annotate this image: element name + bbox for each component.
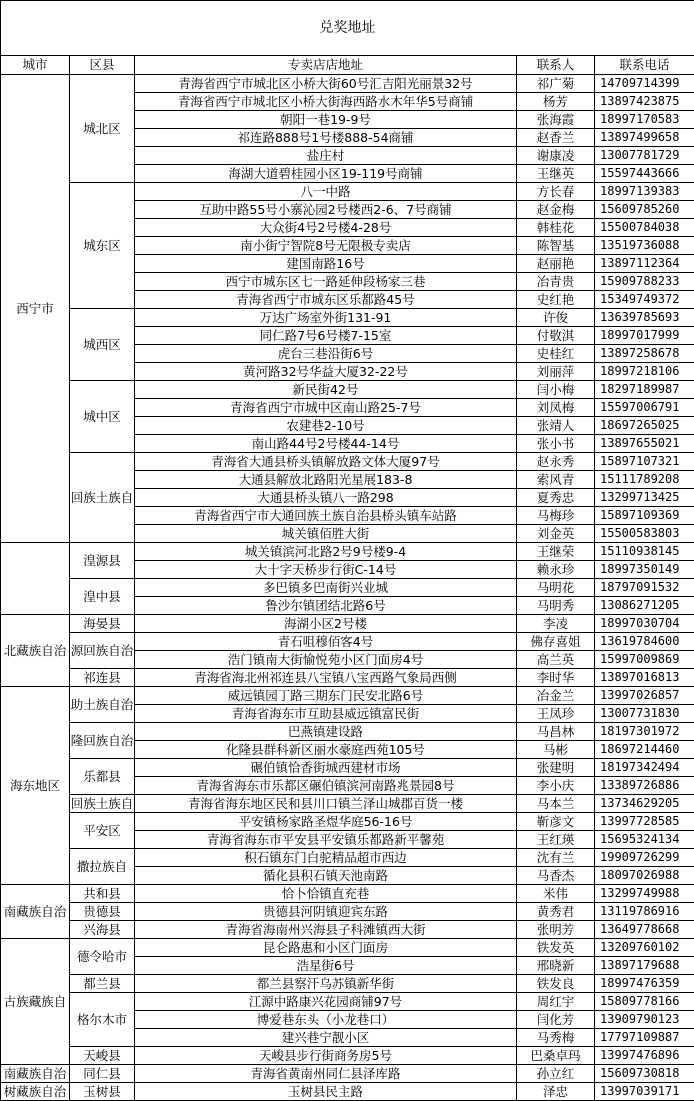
address-cell: 青海省西宁市城北区小桥大街60号汇吉阳光丽景32号 <box>135 75 517 93</box>
district-cell: 德令哈市 <box>70 939 135 975</box>
district-cell: 贵德县 <box>70 903 135 921</box>
address-cell: 建兴巷宁靓小区 <box>135 1029 517 1047</box>
district-cell: 城中区 <box>70 381 135 453</box>
address-cell: 南小街宁智院8号无限极专卖店 <box>135 237 517 255</box>
contact-cell: 赵香兰 <box>517 129 595 147</box>
header-district: 区县 <box>70 56 135 75</box>
contact-cell: 黄秀君 <box>517 903 595 921</box>
district-cell: 湟中县 <box>70 579 135 615</box>
phone-cell: 15909788233 <box>595 273 694 291</box>
phone-cell: 15695324134 <box>595 831 694 849</box>
phone-cell: 15997009869 <box>595 651 694 669</box>
contact-cell: 付敬淇 <box>517 327 595 345</box>
district-cell: 城东区 <box>70 183 135 309</box>
address-cell: 建国南路16号 <box>135 255 517 273</box>
address-cell: 青海省西宁市大通回族土族自治县桥头镇车站路 <box>135 507 517 525</box>
address-cell: 海湖大道碧桂园小区19-119号商铺 <box>135 165 517 183</box>
phone-cell: 13389726886 <box>595 777 694 795</box>
district-cell: 玉树县 <box>70 1083 135 1101</box>
phone-cell: 13007731830 <box>595 705 694 723</box>
phone-cell: 18697214460 <box>595 741 694 759</box>
address-cell: 循化县积石镇天池南路 <box>135 867 517 885</box>
table-row <box>1 183 694 201</box>
phone-cell: 13007781729 <box>595 147 694 165</box>
header-city: 城市 <box>1 56 70 75</box>
address-cell: 海湖小区2号楼 <box>135 615 517 633</box>
table-row <box>1 75 694 93</box>
contact-cell: 李时华 <box>517 669 595 687</box>
phone-cell: 13997728585 <box>595 813 694 831</box>
phone-cell: 18997170583 <box>595 111 694 129</box>
contact-cell: 闫化芳 <box>517 1011 595 1029</box>
phone-cell: 15111789208 <box>595 471 694 489</box>
contact-cell: 周红宇 <box>517 993 595 1011</box>
phone-cell: 13997039171 <box>595 1083 694 1101</box>
phone-cell: 13119786916 <box>595 903 694 921</box>
address-cell: 青海省黄南州同仁县泽库路 <box>135 1065 517 1083</box>
address-cell: 互助中路55号小寨沁园2号楼西2-6、7号商铺 <box>135 201 517 219</box>
address-cell: 威远镇园丁路三期东门民安北路6号 <box>135 687 517 705</box>
phone-cell: 13209760102 <box>595 939 694 957</box>
phone-cell: 15597443666 <box>595 165 694 183</box>
sheet-title: 兑奖地址 <box>1 1 694 56</box>
address-cell: 巴燕镇建设路 <box>135 723 517 741</box>
contact-cell: 佛存喜姐 <box>517 633 595 651</box>
district-cell: 源回族自治 <box>70 633 135 669</box>
contact-cell: 马昌林 <box>517 723 595 741</box>
contact-cell: 铁发良 <box>517 975 595 993</box>
phone-cell: 17797109887 <box>595 1029 694 1047</box>
contact-cell: 赖永珍 <box>517 561 595 579</box>
address-cell: 大十字天桥步行街C-14号 <box>135 561 517 579</box>
district-cell: 隆回族自治 <box>70 723 135 759</box>
district-cell: 格尔木市 <box>70 993 135 1047</box>
table-row <box>1 615 694 633</box>
city-cell: 南藏族自治 <box>1 1065 70 1083</box>
contact-cell: 刘凤梅 <box>517 399 595 417</box>
contact-cell: 王继荣 <box>517 543 595 561</box>
phone-cell: 13909790123 <box>595 1011 694 1029</box>
phone-cell: 13649778668 <box>595 921 694 939</box>
address-cell: 鲁沙尔镇团结北路6号 <box>135 597 517 615</box>
contact-cell: 陈智基 <box>517 237 595 255</box>
address-cell: 黄河路32号华益大厦32-22号 <box>135 363 517 381</box>
contact-cell: 马梅珍 <box>517 507 595 525</box>
address-cell: 浩门镇南大街愉悦苑小区门面房4号 <box>135 651 517 669</box>
contact-cell: 铁发英 <box>517 939 595 957</box>
contact-cell: 李凌 <box>517 615 595 633</box>
table-row <box>1 921 694 939</box>
phone-cell: 18997476359 <box>595 975 694 993</box>
table-row <box>1 309 694 327</box>
phone-cell: 18997017999 <box>595 327 694 345</box>
contact-cell: 王继英 <box>517 165 595 183</box>
address-cell: 大众街4号2号楼4-28号 <box>135 219 517 237</box>
phone-cell: 18097026988 <box>595 867 694 885</box>
title-row <box>1 1 694 56</box>
table-row <box>1 381 694 399</box>
phone-cell: 15897109369 <box>595 507 694 525</box>
address-cell: 玉树县民主路 <box>135 1083 517 1101</box>
city-cell: 树藏族自治 <box>1 1083 70 1101</box>
contact-cell: 王红瑛 <box>517 831 595 849</box>
district-cell: 同仁县 <box>70 1065 135 1083</box>
table-row <box>1 993 694 1011</box>
address-cell: 八一中路 <box>135 183 517 201</box>
address-cell: 昆仑路惠和小区门面房 <box>135 939 517 957</box>
table-row <box>1 939 694 957</box>
district-cell: 助土族自治 <box>70 687 135 723</box>
phone-cell: 13897016813 <box>595 669 694 687</box>
district-cell: 撒拉族自 <box>70 849 135 885</box>
contact-cell: 张海霞 <box>517 111 595 129</box>
address-cell: 青海省大通县桥头镇解放路文体大厦97号 <box>135 453 517 471</box>
contact-cell: 马本兰 <box>517 795 595 813</box>
phone-cell: 15349749372 <box>595 291 694 309</box>
contact-cell: 沈有兰 <box>517 849 595 867</box>
phone-cell: 19909726299 <box>595 849 694 867</box>
contact-cell: 马明花 <box>517 579 595 597</box>
table-row <box>1 687 694 705</box>
address-cell: 大通县解放北路阳光星展183-8 <box>135 471 517 489</box>
address-cell: 青海省西宁市城北区小桥大街海西路水木年华5号商铺 <box>135 93 517 111</box>
contact-cell: 杨芳 <box>517 93 595 111</box>
phone-cell: 15609785260 <box>595 201 694 219</box>
contact-cell: 赵丽艳 <box>517 255 595 273</box>
address-cell: 化隆县群科新区丽水豪庭西苑105号 <box>135 741 517 759</box>
district-cell: 天峻县 <box>70 1047 135 1065</box>
phone-cell: 13086271205 <box>595 597 694 615</box>
phone-cell: 13897112364 <box>595 255 694 273</box>
address-cell: 青海省海南州兴海县子科滩镇西大街 <box>135 921 517 939</box>
district-cell: 城北区 <box>70 75 135 183</box>
contact-cell: 靳彦文 <box>517 813 595 831</box>
table-row <box>1 1047 694 1065</box>
address-cell: 虎台三巷沿街6号 <box>135 345 517 363</box>
address-cell: 青海省海北州祁连县八宝镇八宝西路气象局西侧 <box>135 669 517 687</box>
table-row <box>1 813 694 831</box>
address-cell: 积石镇东门白驼精品超市西边 <box>135 849 517 867</box>
address-cell: 碾伯镇恰香街城西建材市场 <box>135 759 517 777</box>
city-cell: 南藏族自治 <box>1 885 70 939</box>
address-cell: 天峻县步行街商务房5号 <box>135 1047 517 1065</box>
district-cell: 都兰县 <box>70 975 135 993</box>
contact-cell: 张建明 <box>517 759 595 777</box>
table-row <box>1 453 694 471</box>
address-cell: 江源中路康兴花园商铺97号 <box>135 993 517 1011</box>
city-cell: 西宁市 <box>1 75 70 543</box>
address-cell: 恰卜恰镇直充巷 <box>135 885 517 903</box>
phone-cell: 15897107321 <box>595 453 694 471</box>
phone-cell: 15500784038 <box>595 219 694 237</box>
district-cell: 城西区 <box>70 309 135 381</box>
contact-cell: 索风青 <box>517 471 595 489</box>
district-cell: 平安区 <box>70 813 135 849</box>
contact-cell: 冶青贵 <box>517 273 595 291</box>
district-cell: 兴海县 <box>70 921 135 939</box>
table-row <box>1 633 694 651</box>
table-row <box>1 669 694 687</box>
phone-cell: 15500583803 <box>595 525 694 543</box>
contact-cell: 孙立红 <box>517 1065 595 1083</box>
table-row <box>1 885 694 903</box>
table-row <box>1 579 694 597</box>
phone-cell: 13639785693 <box>595 309 694 327</box>
table-row <box>1 795 694 813</box>
contact-cell: 邢晓新 <box>517 957 595 975</box>
address-cell: 博爱巷东头（小龙巷口） <box>135 1011 517 1029</box>
header-contact: 联系人 <box>517 56 595 75</box>
phone-cell: 13897655021 <box>595 435 694 453</box>
phone-cell: 18997218106 <box>595 363 694 381</box>
contact-cell: 米伟 <box>517 885 595 903</box>
phone-cell: 13897258678 <box>595 345 694 363</box>
contact-cell: 史红艳 <box>517 291 595 309</box>
address-cell: 西宁市城东区七一路延伸段杨家三巷 <box>135 273 517 291</box>
phone-cell: 15809778166 <box>595 993 694 1011</box>
contact-cell: 张靖人 <box>517 417 595 435</box>
table-row <box>1 975 694 993</box>
phone-cell: 18997030704 <box>595 615 694 633</box>
contact-cell: 张明芳 <box>517 921 595 939</box>
address-cell: 平安镇杨家路圣煜华庭56-16号 <box>135 813 517 831</box>
address-cell: 青海省海东市乐都区碾伯镇滨河南路兆景园8号 <box>135 777 517 795</box>
address-cell: 浩星街6号 <box>135 957 517 975</box>
phone-cell: 14709714399 <box>595 75 694 93</box>
city-cell: 北藏族自治 <box>1 615 70 687</box>
contact-cell: 赵永秀 <box>517 453 595 471</box>
district-cell: 湟源县 <box>70 543 135 579</box>
address-cell: 城关镇滨河北路2号9号楼9-4 <box>135 543 517 561</box>
city-cell <box>1 543 70 615</box>
contact-cell: 赵金梅 <box>517 201 595 219</box>
phone-cell: 18797091532 <box>595 579 694 597</box>
address-cell: 同仁路7号6号楼7-15室 <box>135 327 517 345</box>
contact-cell: 马香杰 <box>517 867 595 885</box>
table-row <box>1 1065 694 1083</box>
table-row <box>1 759 694 777</box>
city-cell: 海东地区 <box>1 687 70 885</box>
address-cell: 盐庄村 <box>135 147 517 165</box>
contact-cell: 许俊 <box>517 309 595 327</box>
phone-cell: 13997476896 <box>595 1047 694 1065</box>
contact-cell: 祁广菊 <box>517 75 595 93</box>
phone-cell: 15597006791 <box>595 399 694 417</box>
district-cell: 海晏县 <box>70 615 135 633</box>
address-cell: 城关镇佰胜大街 <box>135 525 517 543</box>
contact-cell: 马彬 <box>517 741 595 759</box>
contact-cell: 韩桂花 <box>517 219 595 237</box>
phone-cell: 18197342494 <box>595 759 694 777</box>
contact-cell: 巴桑卓玛 <box>517 1047 595 1065</box>
phone-cell: 13519736088 <box>595 237 694 255</box>
phone-cell: 13897499658 <box>595 129 694 147</box>
table-row <box>1 1083 694 1101</box>
address-cell: 新民街42号 <box>135 381 517 399</box>
phone-cell: 13997026857 <box>595 687 694 705</box>
contact-cell: 方长春 <box>517 183 595 201</box>
district-cell: 祁连县 <box>70 669 135 687</box>
city-cell: 古族藏族自 <box>1 939 70 1065</box>
phone-cell: 13897423875 <box>595 93 694 111</box>
address-cell: 贵德县河阴镇迎宾东路 <box>135 903 517 921</box>
contact-cell: 高兰英 <box>517 651 595 669</box>
address-cell: 青海省西宁市城中区南山路25-7号 <box>135 399 517 417</box>
district-cell: 回族土族自 <box>70 453 135 543</box>
address-cell: 青石咀穆佰客4号 <box>135 633 517 651</box>
header-address: 专卖店店地址 <box>135 56 517 75</box>
address-cell: 朝阳一巷19-9号 <box>135 111 517 129</box>
contact-cell: 史桂红 <box>517 345 595 363</box>
phone-cell: 18997139383 <box>595 183 694 201</box>
contact-cell: 闫小梅 <box>517 381 595 399</box>
contact-cell: 谢康凌 <box>517 147 595 165</box>
phone-cell: 18697265025 <box>595 417 694 435</box>
header-phone: 联系电话 <box>595 56 694 75</box>
phone-cell: 13299713425 <box>595 489 694 507</box>
district-cell: 共和县 <box>70 885 135 903</box>
district-cell: 回族土族自 <box>70 795 135 813</box>
contact-cell: 夏秀忠 <box>517 489 595 507</box>
contact-cell: 李小庆 <box>517 777 595 795</box>
address-cell: 都兰县察汗乌苏镇新华街 <box>135 975 517 993</box>
phone-cell: 13619784600 <box>595 633 694 651</box>
contact-cell: 马秀梅 <box>517 1029 595 1047</box>
contact-cell: 王凤珍 <box>517 705 595 723</box>
phone-cell: 18197301972 <box>595 723 694 741</box>
contact-cell: 刘金英 <box>517 525 595 543</box>
phone-cell: 15110938145 <box>595 543 694 561</box>
header-row <box>1 56 694 75</box>
phone-cell: 15609730818 <box>595 1065 694 1083</box>
address-cell: 多巴镇多巴南街兴业城 <box>135 579 517 597</box>
phone-cell: 13299749988 <box>595 885 694 903</box>
table-row <box>1 903 694 921</box>
address-cell: 青海省海东地区民和县川口镇兰泽山城郡百货一楼 <box>135 795 517 813</box>
contact-cell: 刘丽萍 <box>517 363 595 381</box>
table-body <box>1 1 694 1101</box>
phone-cell: 18297189987 <box>595 381 694 399</box>
district-cell: 乐都县 <box>70 759 135 795</box>
address-cell: 青海省海东市互助县威远镇富民街 <box>135 705 517 723</box>
address-cell: 祁连路888号1号楼888-54商铺 <box>135 129 517 147</box>
phone-cell: 13897179688 <box>595 957 694 975</box>
table-row <box>1 849 694 867</box>
phone-cell: 13734629205 <box>595 795 694 813</box>
table-row <box>1 543 694 561</box>
contact-cell: 张小书 <box>517 435 595 453</box>
address-cell: 万达广场室外街131-91 <box>135 309 517 327</box>
address-cell: 农建巷2-10号 <box>135 417 517 435</box>
table-row <box>1 723 694 741</box>
contact-cell: 泽忠 <box>517 1083 595 1101</box>
address-cell: 青海省海东市平安县平安镇乐都路新平馨苑 <box>135 831 517 849</box>
contact-cell: 马明秀 <box>517 597 595 615</box>
address-cell: 青海省西宁市城东区乐都路45号 <box>135 291 517 309</box>
phone-cell: 18997350149 <box>595 561 694 579</box>
contact-cell: 冶金兰 <box>517 687 595 705</box>
address-cell: 大通县桥头镇八一路298 <box>135 489 517 507</box>
address-cell: 南山路44号2号楼44-14号 <box>135 435 517 453</box>
